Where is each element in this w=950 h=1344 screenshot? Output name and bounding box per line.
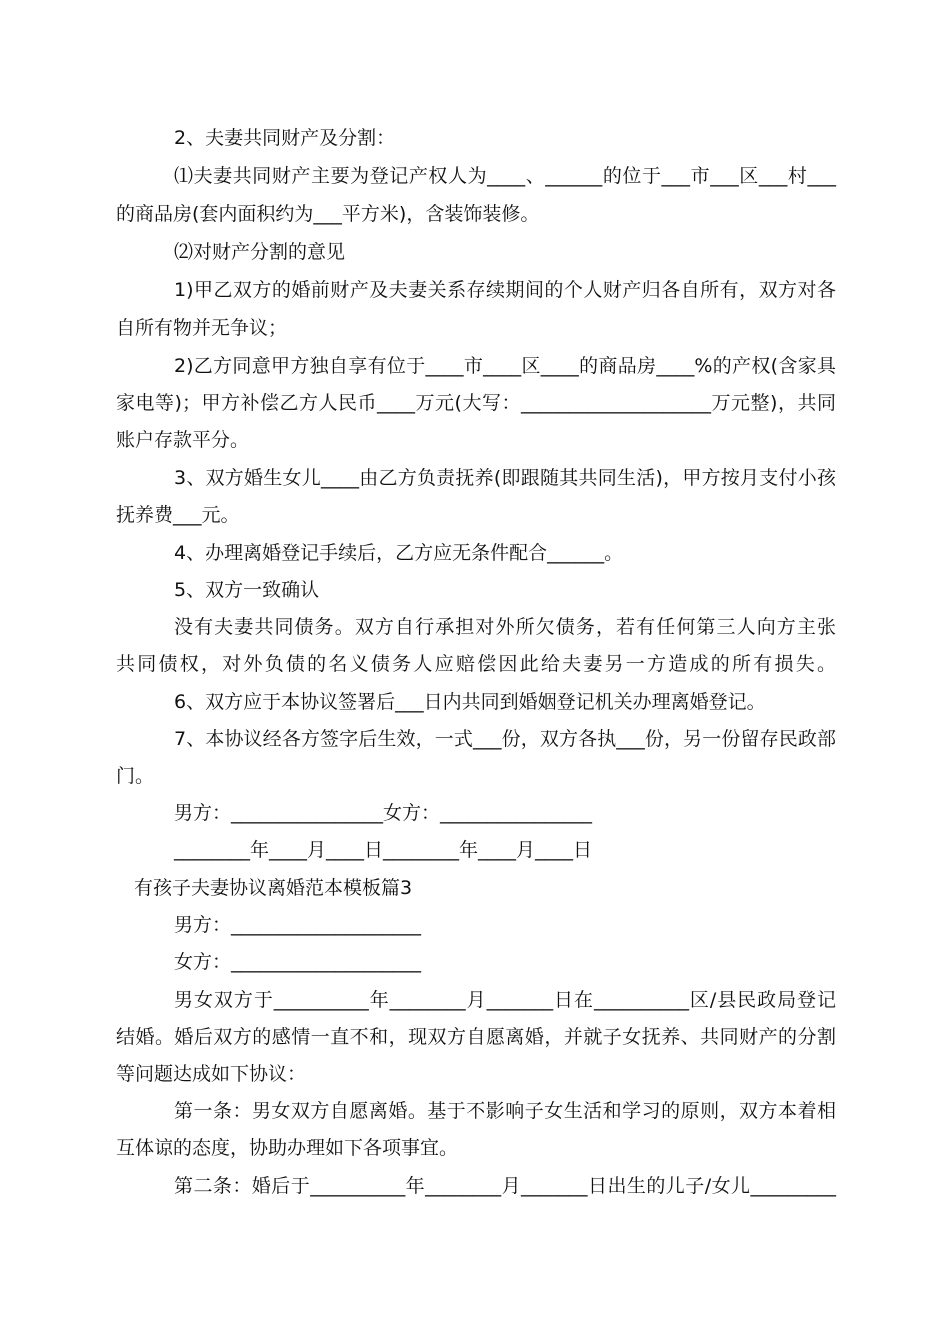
paragraph-line: 7、本协议经各方签字后生效，一式___份，双方各执___份，另一份留存民政部	[174, 728, 836, 750]
paragraph-line: 互体谅的态度，协助办理如下各项事宜。	[116, 1137, 459, 1159]
signature-line: 男方：________________女方：________________	[174, 802, 593, 824]
paragraph-line: 2)乙方同意甲方独自享有位于____市____区____的商品房____%的产权(含家具	[174, 355, 836, 377]
paragraph-line: 3、双方婚生女儿____由乙方负责抚养(即跟随其共同生活)，甲方按月支付小孩	[174, 467, 836, 489]
paragraph-line: 账户存款平分。	[116, 429, 250, 451]
paragraph-line: 5、双方一致确认	[174, 579, 320, 601]
paragraph-line: ⑴夫妻共同财产主要为登记产权人为____、______的位于___市___区___村___	[174, 165, 836, 187]
paragraph-line: 共同债权，对外负债的名义债务人应赔偿因此给夫妻另一方造成的所有损失。	[116, 653, 836, 675]
signature-line: 女方：____________________	[174, 951, 422, 973]
paragraph-line: 结婚。婚后双方的感情一直不和，现双方自愿离婚，并就子女抚养、共同财产的分割	[116, 1026, 836, 1048]
section-heading: 2、夫妻共同财产及分割：	[174, 127, 396, 149]
paragraph-line: 4、办理离婚登记手续后，乙方应无条件配合______。	[174, 542, 624, 564]
signature-line: 男方：____________________	[174, 914, 422, 936]
template-title: 有孩子夫妻协议离婚范本模板篇3	[134, 877, 413, 899]
date-line: ________年____月____日________年____月____日	[174, 839, 593, 861]
paragraph-line: ⑵对财产分割的意见	[174, 241, 346, 263]
paragraph-line: 家电等)；甲方补偿乙方人民币____万元(大写：____________________万元整)，共同	[116, 392, 836, 414]
paragraph-line: 自所有物并无争议；	[116, 317, 288, 339]
paragraph-line: 的商品房(套内面积约为___平方米)，含装饰装修。	[116, 203, 540, 225]
paragraph-line: 门。	[116, 765, 155, 787]
paragraph-line: 等问题达成如下协议：	[116, 1063, 307, 1085]
paragraph-line: 1)甲乙双方的婚前财产及夫妻关系存续期间的个人财产归各自所有，双方对各	[174, 279, 836, 301]
paragraph-line: 第二条：婚后于__________年________月_______日出生的儿子/女儿_________	[174, 1175, 836, 1197]
paragraph-line: 第一条：男女双方自愿离婚。基于不影响子女生活和学习的原则，双方本着相	[174, 1100, 836, 1122]
paragraph-line: 男女双方于__________年________月_______日在__________区/县民政局登记	[174, 989, 836, 1011]
paragraph-line: 抚养费___元。	[116, 504, 240, 526]
paragraph-line: 6、双方应于本协议签署后___日内共同到婚姻登记机关办理离婚登记。	[174, 691, 766, 713]
paragraph-line: 没有夫妻共同债务。双方自行承担对外所欠债务，若有任何第三人向方主张	[174, 616, 836, 638]
